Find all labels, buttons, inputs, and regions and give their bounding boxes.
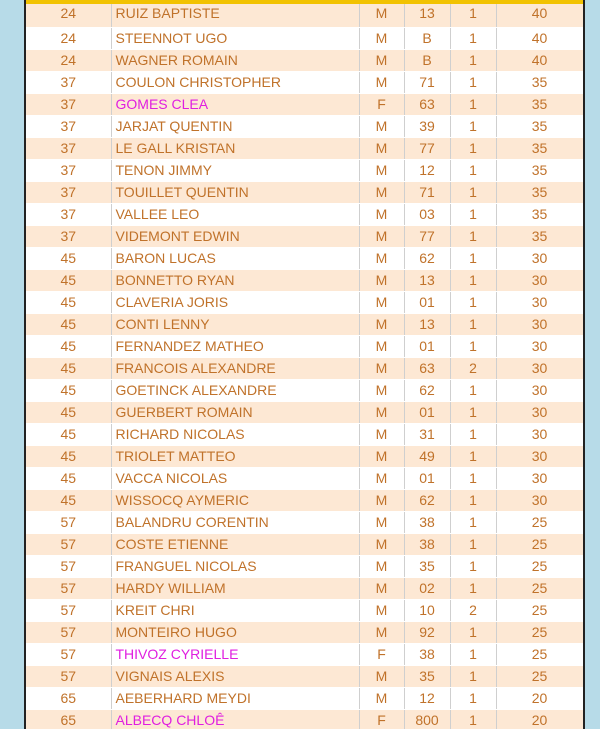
count-cell[interactable]: 1	[450, 578, 496, 600]
name-cell[interactable]: COULON CHRISTOPHER	[111, 72, 359, 94]
points-cell[interactable]: 30	[496, 270, 583, 292]
points-cell[interactable]: 30	[496, 468, 583, 490]
count-cell[interactable]: 1	[450, 72, 496, 94]
count-cell[interactable]: 1	[450, 644, 496, 666]
rank-cell[interactable]: 57	[26, 556, 111, 578]
rank-cell[interactable]: 57	[26, 666, 111, 688]
sex-cell[interactable]: M	[359, 182, 404, 204]
rank-cell[interactable]: 45	[26, 380, 111, 402]
table-row	[26, 50, 583, 72]
name-cell[interactable]: STEENNOT UGO	[111, 28, 359, 50]
count-cell[interactable]: 1	[450, 512, 496, 534]
table-row	[26, 248, 583, 270]
table-row	[26, 534, 583, 556]
points-cell[interactable]: 40	[496, 50, 583, 72]
rank-cell[interactable]: 57	[26, 644, 111, 666]
name-cell[interactable]: JARJAT QUENTIN	[111, 116, 359, 138]
rank-cell[interactable]: 37	[26, 160, 111, 182]
name-cell[interactable]: BONNETTO RYAN	[111, 270, 359, 292]
sex-cell[interactable]: M	[359, 314, 404, 336]
department-cell[interactable]: 49	[404, 446, 450, 468]
name-cell[interactable]: HARDY WILLIAM	[111, 578, 359, 600]
points-cell[interactable]: 30	[496, 358, 583, 380]
points-cell[interactable]: 25	[496, 600, 583, 622]
sex-cell[interactable]: M	[359, 204, 404, 226]
count-cell[interactable]: 1	[450, 710, 496, 729]
table-row	[26, 380, 583, 402]
points-cell[interactable]: 35	[496, 182, 583, 204]
sex-cell[interactable]: M	[359, 446, 404, 468]
ranking-table	[26, 0, 584, 729]
department-cell[interactable]: 03	[404, 204, 450, 226]
name-cell[interactable]: FERNANDEZ MATHEO	[111, 336, 359, 358]
points-cell[interactable]: 25	[496, 512, 583, 534]
rank-cell[interactable]: 57	[26, 600, 111, 622]
sex-cell[interactable]: M	[359, 226, 404, 248]
table-row	[26, 512, 583, 534]
name-cell[interactable]: AEBERHARD MEYDI	[111, 688, 359, 710]
department-cell[interactable]: 12	[404, 160, 450, 182]
sex-cell[interactable]: M	[359, 138, 404, 160]
department-cell[interactable]: 01	[404, 402, 450, 424]
count-cell[interactable]: 1	[450, 116, 496, 138]
points-cell[interactable]: 35	[496, 116, 583, 138]
table-row	[26, 600, 583, 622]
rank-cell[interactable]: 45	[26, 248, 111, 270]
rank-cell[interactable]: 45	[26, 424, 111, 446]
table-row	[26, 424, 583, 446]
rank-cell[interactable]: 24	[26, 50, 111, 72]
sex-cell[interactable]: M	[359, 468, 404, 490]
department-cell[interactable]: 63	[404, 94, 450, 116]
points-cell[interactable]: 40	[496, 28, 583, 50]
points-cell[interactable]: 25	[496, 534, 583, 556]
rank-cell[interactable]: 24	[26, 0, 111, 28]
department-cell[interactable]: 01	[404, 468, 450, 490]
name-cell[interactable]: TRIOLET MATTEO	[111, 446, 359, 468]
rank-cell[interactable]: 57	[26, 578, 111, 600]
sex-cell[interactable]: F	[359, 710, 404, 729]
points-cell[interactable]: 30	[496, 336, 583, 358]
table-row	[26, 666, 583, 688]
rank-cell[interactable]: 65	[26, 710, 111, 729]
rank-cell[interactable]: 57	[26, 512, 111, 534]
count-cell[interactable]: 1	[450, 534, 496, 556]
name-cell[interactable]: RICHARD NICOLAS	[111, 424, 359, 446]
department-cell[interactable]: 38	[404, 512, 450, 534]
sex-cell[interactable]: M	[359, 512, 404, 534]
table-row	[26, 28, 583, 50]
name-cell[interactable]: RUIZ BAPTISTE	[111, 0, 359, 28]
department-cell[interactable]: 62	[404, 248, 450, 270]
name-cell[interactable]: GOMES CLEA	[111, 94, 359, 116]
count-cell[interactable]: 1	[450, 446, 496, 468]
department-cell[interactable]: 39	[404, 116, 450, 138]
table-row	[26, 94, 583, 116]
department-cell[interactable]: 92	[404, 622, 450, 644]
table-row	[26, 292, 583, 314]
sex-cell[interactable]: M	[359, 270, 404, 292]
rank-cell[interactable]: 37	[26, 182, 111, 204]
points-cell[interactable]: 35	[496, 160, 583, 182]
count-cell[interactable]: 1	[450, 314, 496, 336]
points-cell[interactable]: 25	[496, 556, 583, 578]
department-cell[interactable]: 12	[404, 688, 450, 710]
name-cell[interactable]: THIVOZ CYRIELLE	[111, 644, 359, 666]
name-cell[interactable]: VIGNAIS ALEXIS	[111, 666, 359, 688]
sex-cell[interactable]: M	[359, 534, 404, 556]
rank-cell[interactable]: 65	[26, 688, 111, 710]
sex-cell[interactable]: M	[359, 0, 404, 28]
table-row	[26, 270, 583, 292]
name-cell[interactable]: TOUILLET QUENTIN	[111, 182, 359, 204]
table-row	[26, 446, 583, 468]
sex-cell[interactable]: M	[359, 72, 404, 94]
table-row	[26, 578, 583, 600]
points-cell[interactable]: 35	[496, 94, 583, 116]
sex-cell[interactable]: M	[359, 556, 404, 578]
rank-cell[interactable]: 24	[26, 28, 111, 50]
name-cell[interactable]: BALANDRU CORENTIN	[111, 512, 359, 534]
table-row	[26, 116, 583, 138]
points-cell[interactable]: 35	[496, 72, 583, 94]
table-row	[26, 336, 583, 358]
department-cell[interactable]: 13	[404, 270, 450, 292]
name-cell[interactable]: FRANGUEL NICOLAS	[111, 556, 359, 578]
department-cell[interactable]: 77	[404, 226, 450, 248]
count-cell[interactable]: 1	[450, 468, 496, 490]
rank-cell[interactable]: 45	[26, 446, 111, 468]
points-cell[interactable]: 25	[496, 666, 583, 688]
points-cell[interactable]: 35	[496, 138, 583, 160]
department-cell[interactable]: 800	[404, 710, 450, 729]
points-cell[interactable]: 35	[496, 226, 583, 248]
points-cell[interactable]: 30	[496, 402, 583, 424]
rank-cell[interactable]: 45	[26, 468, 111, 490]
name-cell[interactable]: GUERBERT ROMAIN	[111, 402, 359, 424]
count-cell[interactable]: 1	[450, 402, 496, 424]
department-cell[interactable]: 13	[404, 314, 450, 336]
table-row	[26, 204, 583, 226]
table-row	[26, 490, 583, 512]
sex-cell[interactable]: M	[359, 578, 404, 600]
department-cell[interactable]: 62	[404, 380, 450, 402]
department-cell[interactable]: B	[404, 28, 450, 50]
department-cell[interactable]: 38	[404, 534, 450, 556]
points-cell[interactable]: 25	[496, 644, 583, 666]
table-row	[26, 556, 583, 578]
name-cell[interactable]: MONTEIRO HUGO	[111, 622, 359, 644]
count-cell[interactable]: 1	[450, 424, 496, 446]
count-cell[interactable]: 1	[450, 138, 496, 160]
sex-cell[interactable]: F	[359, 644, 404, 666]
name-cell[interactable]: WISSOCQ AYMERIC	[111, 490, 359, 512]
count-cell[interactable]: 1	[450, 556, 496, 578]
name-cell[interactable]: COSTE ETIENNE	[111, 534, 359, 556]
count-cell[interactable]: 1	[450, 248, 496, 270]
sex-cell[interactable]: M	[359, 358, 404, 380]
table-row	[26, 0, 583, 28]
count-cell[interactable]: 1	[450, 666, 496, 688]
sex-cell[interactable]: M	[359, 292, 404, 314]
count-cell[interactable]: 1	[450, 182, 496, 204]
count-cell[interactable]: 1	[450, 160, 496, 182]
points-cell[interactable]: 40	[496, 0, 583, 28]
name-cell[interactable]: VALLEE LEO	[111, 204, 359, 226]
count-cell[interactable]: 2	[450, 358, 496, 380]
sex-cell[interactable]: M	[359, 380, 404, 402]
count-cell[interactable]: 1	[450, 490, 496, 512]
rank-cell[interactable]: 37	[26, 72, 111, 94]
count-cell[interactable]: 1	[450, 204, 496, 226]
sex-cell[interactable]: M	[359, 28, 404, 50]
rank-cell[interactable]: 57	[26, 534, 111, 556]
name-cell[interactable]: BARON LUCAS	[111, 248, 359, 270]
table-row	[26, 468, 583, 490]
points-cell[interactable]: 30	[496, 446, 583, 468]
name-cell[interactable]: FRANCOIS ALEXANDRE	[111, 358, 359, 380]
department-cell[interactable]: 31	[404, 424, 450, 446]
department-cell[interactable]: 63	[404, 358, 450, 380]
department-cell[interactable]: 71	[404, 182, 450, 204]
count-cell[interactable]: 1	[450, 270, 496, 292]
points-cell[interactable]: 25	[496, 622, 583, 644]
count-cell[interactable]: 1	[450, 0, 496, 28]
sex-cell[interactable]: F	[359, 94, 404, 116]
name-cell[interactable]: WAGNER ROMAIN	[111, 50, 359, 72]
table-row	[26, 138, 583, 160]
department-cell[interactable]: 35	[404, 666, 450, 688]
department-cell[interactable]: 02	[404, 578, 450, 600]
table-row	[26, 622, 583, 644]
count-cell[interactable]: 1	[450, 622, 496, 644]
table-row	[26, 688, 583, 710]
department-cell[interactable]: 77	[404, 138, 450, 160]
rank-cell[interactable]: 45	[26, 336, 111, 358]
department-cell[interactable]: B	[404, 50, 450, 72]
points-cell[interactable]: 25	[496, 578, 583, 600]
table-row	[26, 226, 583, 248]
sex-cell[interactable]: M	[359, 402, 404, 424]
count-cell[interactable]: 1	[450, 94, 496, 116]
name-cell[interactable]: LE GALL KRISTAN	[111, 138, 359, 160]
points-cell[interactable]: 35	[496, 204, 583, 226]
sex-cell[interactable]: M	[359, 666, 404, 688]
rank-cell[interactable]: 37	[26, 138, 111, 160]
table-row	[26, 644, 583, 666]
rank-cell[interactable]: 37	[26, 116, 111, 138]
sex-cell[interactable]: M	[359, 336, 404, 358]
results-sheet	[24, 0, 585, 729]
name-cell[interactable]: CLAVERIA JORIS	[111, 292, 359, 314]
count-cell[interactable]: 1	[450, 336, 496, 358]
sex-cell[interactable]: M	[359, 688, 404, 710]
points-cell[interactable]: 20	[496, 688, 583, 710]
rank-cell[interactable]: 45	[26, 314, 111, 336]
sex-cell[interactable]: M	[359, 160, 404, 182]
rank-cell[interactable]: 45	[26, 358, 111, 380]
department-cell[interactable]: 13	[404, 0, 450, 28]
sex-cell[interactable]: M	[359, 50, 404, 72]
sex-cell[interactable]: M	[359, 248, 404, 270]
points-cell[interactable]: 30	[496, 314, 583, 336]
name-cell[interactable]: VIDEMONT EDWIN	[111, 226, 359, 248]
sex-cell[interactable]: M	[359, 490, 404, 512]
rank-cell[interactable]: 45	[26, 270, 111, 292]
name-cell[interactable]: ALBECQ CHLOÊ	[111, 710, 359, 729]
department-cell[interactable]: 38	[404, 644, 450, 666]
count-cell[interactable]: 1	[450, 50, 496, 72]
table-row	[26, 314, 583, 336]
count-cell[interactable]: 1	[450, 292, 496, 314]
ranking-rows	[26, 0, 583, 729]
table-row	[26, 402, 583, 424]
points-cell[interactable]: 30	[496, 292, 583, 314]
department-cell[interactable]: 01	[404, 292, 450, 314]
rank-cell[interactable]: 45	[26, 402, 111, 424]
count-cell[interactable]: 1	[450, 380, 496, 402]
name-cell[interactable]: TENON JIMMY	[111, 160, 359, 182]
rank-cell[interactable]: 37	[26, 204, 111, 226]
selection-border	[26, 0, 583, 4]
points-cell[interactable]: 30	[496, 380, 583, 402]
department-cell[interactable]: 35	[404, 556, 450, 578]
department-cell[interactable]: 62	[404, 490, 450, 512]
sex-cell[interactable]: M	[359, 622, 404, 644]
points-cell[interactable]: 30	[496, 424, 583, 446]
department-cell[interactable]: 71	[404, 72, 450, 94]
rank-cell[interactable]: 45	[26, 292, 111, 314]
sex-cell[interactable]: M	[359, 600, 404, 622]
name-cell[interactable]: GOETINCK ALEXANDRE	[111, 380, 359, 402]
name-cell[interactable]: KREIT CHRI	[111, 600, 359, 622]
table-row	[26, 358, 583, 380]
points-cell[interactable]: 30	[496, 248, 583, 270]
rank-cell[interactable]: 57	[26, 622, 111, 644]
count-cell[interactable]: 1	[450, 226, 496, 248]
points-cell[interactable]: 30	[496, 490, 583, 512]
name-cell[interactable]: CONTI LENNY	[111, 314, 359, 336]
count-cell[interactable]: 1	[450, 688, 496, 710]
count-cell[interactable]: 1	[450, 28, 496, 50]
name-cell[interactable]: VACCA NICOLAS	[111, 468, 359, 490]
table-row	[26, 710, 583, 729]
department-cell[interactable]: 10	[404, 600, 450, 622]
count-cell[interactable]: 2	[450, 600, 496, 622]
department-cell[interactable]: 01	[404, 336, 450, 358]
sex-cell[interactable]: M	[359, 424, 404, 446]
points-cell[interactable]: 20	[496, 710, 583, 729]
sex-cell[interactable]: M	[359, 116, 404, 138]
rank-cell[interactable]: 37	[26, 226, 111, 248]
table-row	[26, 160, 583, 182]
rank-cell[interactable]: 37	[26, 94, 111, 116]
table-row	[26, 182, 583, 204]
table-row	[26, 72, 583, 94]
rank-cell[interactable]: 45	[26, 490, 111, 512]
